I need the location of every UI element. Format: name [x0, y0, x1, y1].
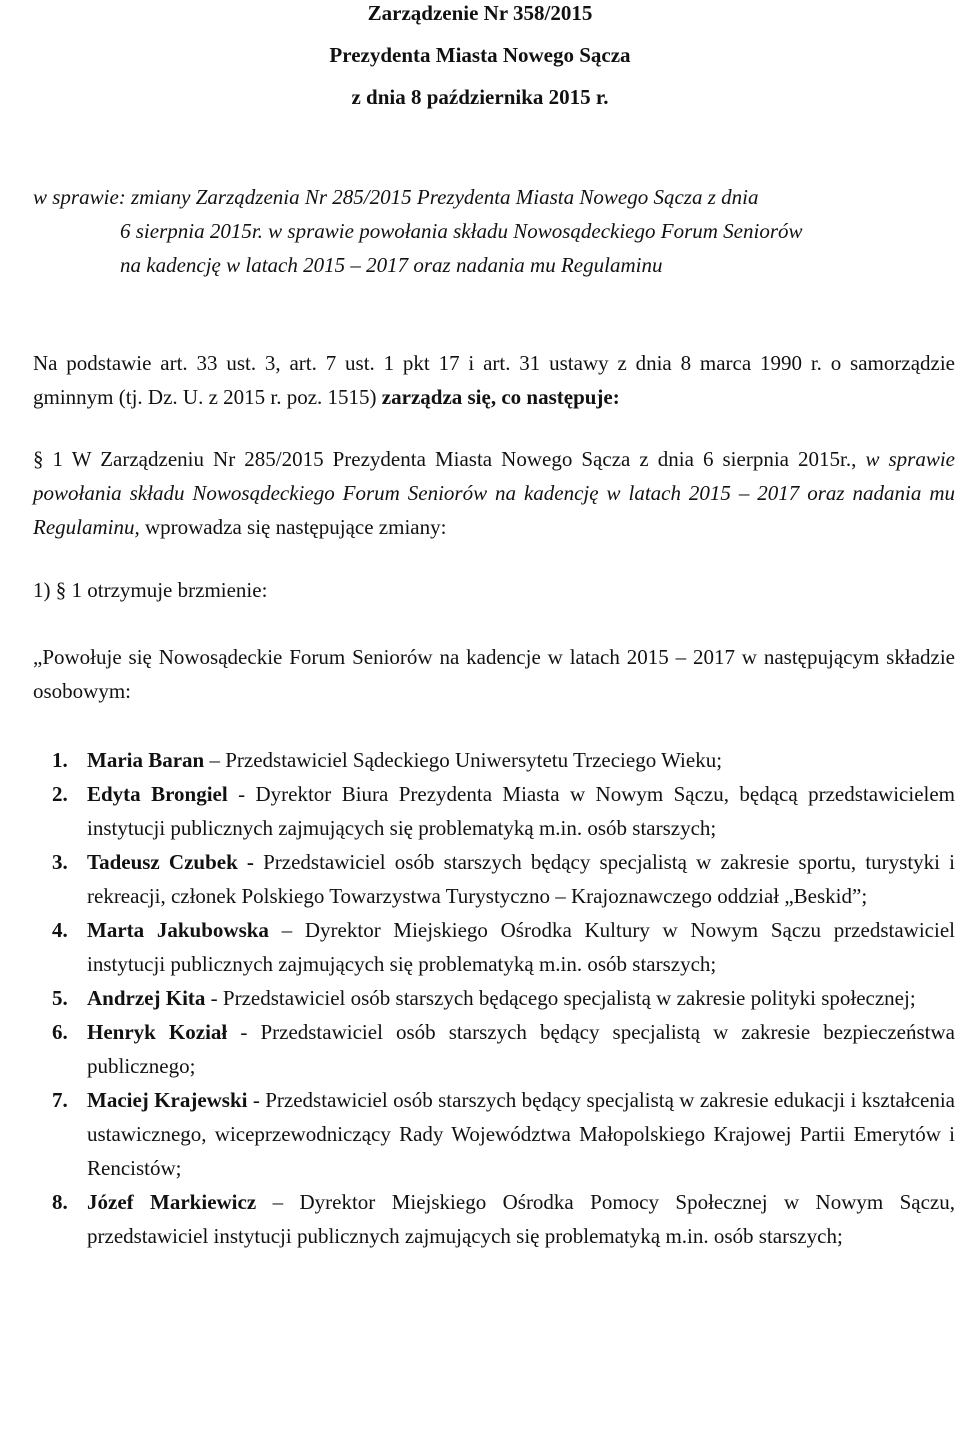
- document-header: [0, 0, 960, 126]
- member-item: [52, 845, 955, 913]
- member-description: – Dyrektor Miejskiego Ośrodka Pomocy Społecznej w Nowym Sączu, przedstawiciel instytucji publicznych zajmujących się problematyką m.in. osób starszych;: [87, 1190, 955, 1248]
- member-item: [52, 743, 955, 777]
- paragraph-1-tail: wprowadza się następujące zmiany:: [144, 515, 447, 539]
- member-name: Edyta Brongiel: [87, 782, 228, 806]
- member-number: 3.: [52, 850, 68, 874]
- date-line: z dnia 8 października 2015 r.: [351, 85, 609, 109]
- member-description: – Dyrektor Miejskiego Ośrodka Kultury w Nowym Sączu przedstawiciel instytucji publicznych zajmujących się problematyką m.in. osób starszych;: [87, 918, 955, 976]
- legal-basis: [33, 346, 955, 414]
- member-item: [52, 1015, 955, 1083]
- member-name: Maciej Krajewski: [87, 1088, 248, 1112]
- member-name: Andrzej Kita: [87, 986, 206, 1010]
- member-description: - Przedstawiciel osób starszych będący specjalistą w zakresie bezpieczeństwa publicznego;: [87, 1020, 955, 1078]
- legal-basis-text: Na podstawie art. 33 ust. 3, art. 7 ust. 1 pkt 17 i art. 31 ustawy z dnia 8 marca 1990 r. o samorządzie gminnym (tj. Dz. U. z 2015 r. poz. 1515): [33, 351, 955, 409]
- member-number: 5.: [52, 986, 68, 1010]
- paragraph-1: [33, 442, 955, 544]
- member-name: Tadeusz Czubek -: [87, 850, 254, 874]
- subject-block: [33, 180, 955, 282]
- member-item: [52, 1083, 955, 1185]
- member-item: [52, 981, 955, 1015]
- legal-basis-decision: zarządza się, co następuje:: [381, 385, 620, 409]
- issuer-line: Prezydenta Miasta Nowego Sącza: [329, 43, 631, 67]
- paragraph-1-italic: w sprawie powołania składu Nowosądeckiego Forum Seniorów na kadencję w latach 2015 – 2017 oraz nadania mu Regulaminu,: [33, 447, 956, 539]
- member-number: 7.: [52, 1088, 68, 1112]
- subject-line-1: w sprawie: zmiany Zarządzenia Nr 285/2015 Prezydenta Miasta Nowego Sącza z dnia: [33, 185, 759, 209]
- member-description: – Przedstawiciel Sądeckiego Uniwersytetu Trzeciego Wieku;: [204, 748, 723, 772]
- member-name: Henryk Koział: [87, 1020, 228, 1044]
- change-item-1: 1) § 1 otrzymuje brzmienie:: [33, 578, 268, 602]
- member-item: [52, 913, 955, 981]
- member-name: Józef Markiewicz: [87, 1190, 257, 1214]
- member-name: Maria Baran: [87, 748, 205, 772]
- member-number: 1.: [52, 748, 68, 772]
- member-item: [52, 777, 955, 845]
- member-description: - Przedstawiciel osób starszych będący specjalistą w zakresie edukacji i kształcenia ustawicznego, wiceprzewodniczący Rady Województwa Małopolskiego Krajowej Partii Emerytów i Rencistów;: [87, 1088, 955, 1180]
- document-title: Zarządzenie Nr 358/2015: [367, 1, 593, 25]
- paragraph-1-lead: § 1 W Zarządzeniu Nr 285/2015 Prezydenta Miasta Nowego Sącza z dnia 6 sierpnia 2015r.,: [33, 447, 857, 471]
- subject-line-3: na kadencję w latach 2015 – 2017 oraz nadania mu Regulaminu: [120, 253, 663, 277]
- member-description: Przedstawiciel osób starszych będący specjalistą w zakresie sportu, turystyki i rekreacji, członek Polskiego Towarzystwa Turystyczno – Krajoznawczego oddział „Beskid”;: [87, 850, 956, 908]
- member-number: 6.: [52, 1020, 68, 1044]
- member-description: - Dyrektor Biura Prezydenta Miasta w Nowym Sączu, będącą przedstawicielem instytucji publicznych zajmujących się problematyką m.in. osób starszych;: [87, 782, 956, 840]
- member-description: - Przedstawiciel osób starszych będącego specjalistą w zakresie polityki społecznej;: [205, 986, 916, 1010]
- member-number: 2.: [52, 782, 68, 806]
- quoted-provision: „Powołuje się Nowosądeckie Forum Seniorów na kadencje w latach 2015 – 2017 w następującym składzie osobowym:: [33, 645, 955, 703]
- member-number: 4.: [52, 918, 68, 942]
- member-name: Marta Jakubowska: [87, 918, 269, 942]
- member-number: 8.: [52, 1190, 68, 1214]
- members-list: [52, 743, 955, 1253]
- subject-line-2: 6 sierpnia 2015r. w sprawie powołania składu Nowosądeckiego Forum Seniorów: [120, 219, 803, 243]
- member-item: [52, 1185, 955, 1253]
